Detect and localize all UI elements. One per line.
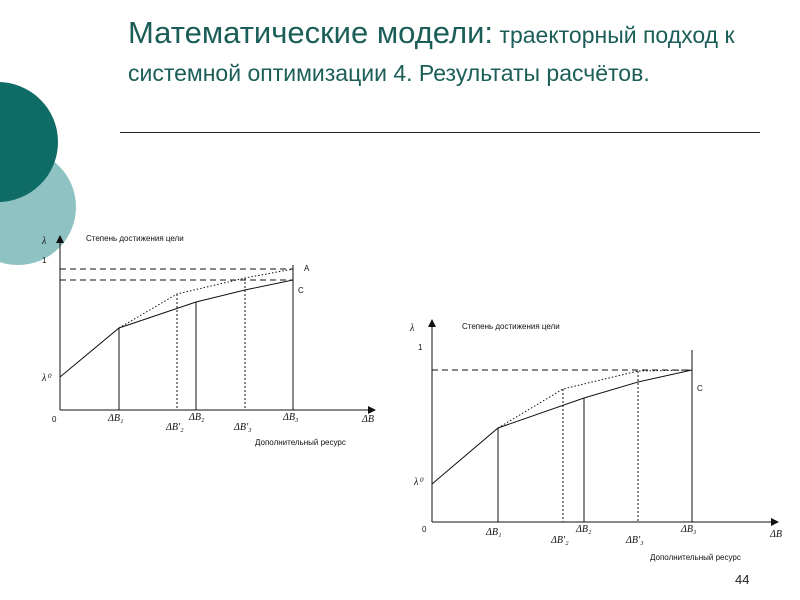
right-label-db3: ΔB₃ [681, 524, 697, 535]
left-label-db2p: ΔB′₂ [166, 422, 184, 433]
right-label-db2p: ΔB′₂ [551, 535, 569, 546]
left-label-db: ΔB [362, 414, 374, 425]
left-label-db2: ΔB₂ [189, 412, 205, 423]
left-origin: 0 [52, 415, 57, 424]
right-origin: 0 [422, 525, 427, 534]
left-y-tick-one: 1 [42, 256, 47, 265]
right-label-db1: ΔB₁ [486, 527, 502, 538]
left-x-title: Дополнительный ресурс [255, 438, 346, 447]
left-y-title: Степень достижения цели [86, 234, 184, 243]
right-dotted-trajectory [498, 370, 692, 428]
slide-title-rest: траекторный подход к системной оптимизации 4. Результаты расчётов. [128, 22, 735, 86]
right-label-db3p: ΔB′₃ [626, 535, 644, 546]
right-y-title: Степень достижения цели [462, 322, 560, 331]
right-solid-trajectory [432, 370, 692, 484]
right-y-tick-one: 1 [418, 343, 423, 352]
left-label-db1: ΔB₁ [108, 413, 124, 424]
left-label-db3: ΔB₃ [283, 412, 299, 423]
right-label-db: ΔB [770, 529, 782, 540]
right-label-db2: ΔB₂ [576, 524, 592, 535]
right-x-title: Дополнительный ресурс [650, 553, 741, 562]
right-point-c: C [697, 384, 703, 393]
right-lambda-zero: λ⁰ [414, 477, 423, 488]
left-label-db3p: ΔB′₃ [234, 422, 252, 433]
slide-title-main: Математические модели: [128, 15, 494, 50]
right-y-symbol: λ [410, 323, 415, 334]
left-point-c: C [298, 286, 304, 295]
page-number: 44 [735, 572, 750, 587]
left-point-a: A [304, 264, 310, 273]
left-y-symbol: λ [42, 236, 47, 247]
left-lambda-zero: λ⁰ [42, 373, 51, 384]
